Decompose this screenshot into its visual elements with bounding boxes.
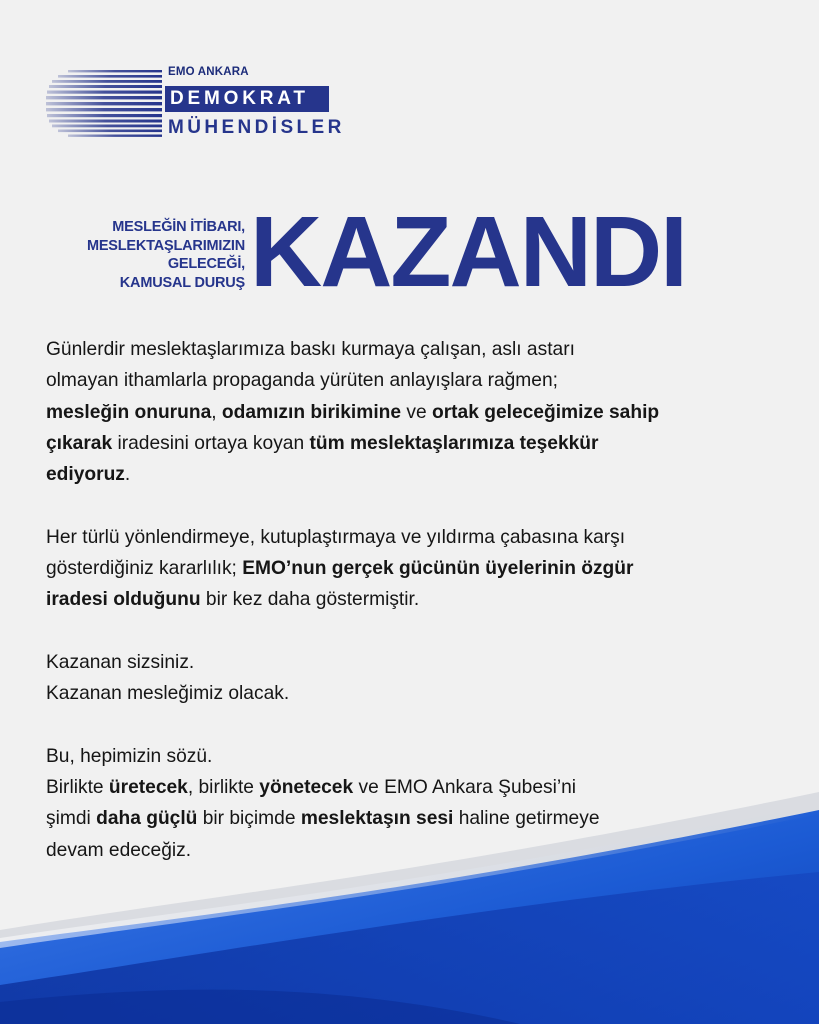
logo-org-name: EMO ANKARA: [168, 66, 249, 78]
bold-text: tüm meslektaşlarımıza teşekkür: [309, 432, 599, 454]
headline-subtitle-line: KAMUSAL DURUŞ: [119, 274, 245, 291]
text-line: [46, 428, 776, 459]
bold-text: çıkarak: [46, 432, 113, 454]
text: , birlikte: [187, 777, 260, 799]
bold-text: yönetecek: [259, 777, 354, 799]
headline: [0, 196, 819, 308]
text: ve EMO Ankara Şubesi’ni: [353, 777, 577, 799]
text-line: Kazanan mesleğimiz olacak.: [46, 683, 290, 705]
text: bir biçimde: [197, 808, 301, 830]
text: şimdi: [46, 808, 97, 830]
text: haline getirmeye: [453, 808, 600, 830]
headline-subtitle: [87, 218, 245, 292]
text: Birlikte: [46, 777, 109, 799]
headline-subtitle-line: GELECEĞİ,: [167, 256, 245, 272]
text-line: Her türlü yönlendirmeye, kutuplaştırmaya ve yıldırma çabasına karşı: [46, 526, 626, 548]
headline-subtitle-line: MESLEĞİN İTİBARI,: [112, 219, 245, 235]
bold-text: iradesi olduğunu: [46, 589, 201, 611]
bold-text: ortak geleceğimize sahip: [431, 401, 660, 423]
text: .: [124, 464, 131, 486]
bold-text: EMO’nun gerçek gücünün üyelerinin özgür: [242, 558, 634, 580]
text-line: devam edeceğiz.: [46, 839, 192, 861]
text-line: [46, 584, 776, 615]
logo: [46, 66, 346, 146]
text-line: [46, 397, 776, 428]
text: gösterdiğiniz kararlılık;: [46, 558, 243, 580]
bold-text: daha güçlü: [96, 808, 198, 830]
logo-stripes-icon: [46, 68, 164, 144]
decorative-wave: [0, 780, 819, 1024]
text-line: olmayan ithamlarla propaganda yürüten anlayışlara rağmen;: [46, 370, 558, 392]
text: ve: [401, 401, 432, 423]
paragraph-2: [46, 522, 776, 616]
paragraph-1: [46, 334, 776, 490]
bold-text: ediyoruz: [46, 464, 125, 486]
text: ,: [211, 401, 222, 423]
bold-text: odamızın birikimine: [221, 401, 402, 423]
logo-muhendisler: MÜHENDİSLER: [168, 117, 345, 138]
bold-text: mesleğin onuruna: [46, 401, 212, 423]
text-line: Bu, hepimizin sözü.: [46, 745, 213, 767]
headline-subtitle-line: MESLEKTAŞLARIMIZIN: [86, 237, 245, 254]
text: bir kez daha göstermiştir.: [200, 589, 420, 611]
text-line: [46, 553, 776, 584]
text-line: [46, 459, 776, 490]
text: iradesini ortaya koyan: [112, 432, 310, 454]
text-line: Günlerdir meslektaşlarımıza baskı kurmaya çalışan, aslı astarı: [46, 339, 575, 360]
bold-text: meslektaşın sesi: [300, 808, 454, 830]
headline-title: KAZANDI: [250, 196, 686, 308]
logo-demokrat: DEMOKRAT: [165, 86, 329, 112]
text-line: Kazanan sizsiniz.: [46, 651, 195, 673]
bold-text: üretecek: [108, 777, 188, 799]
paragraph-3: [46, 647, 776, 710]
